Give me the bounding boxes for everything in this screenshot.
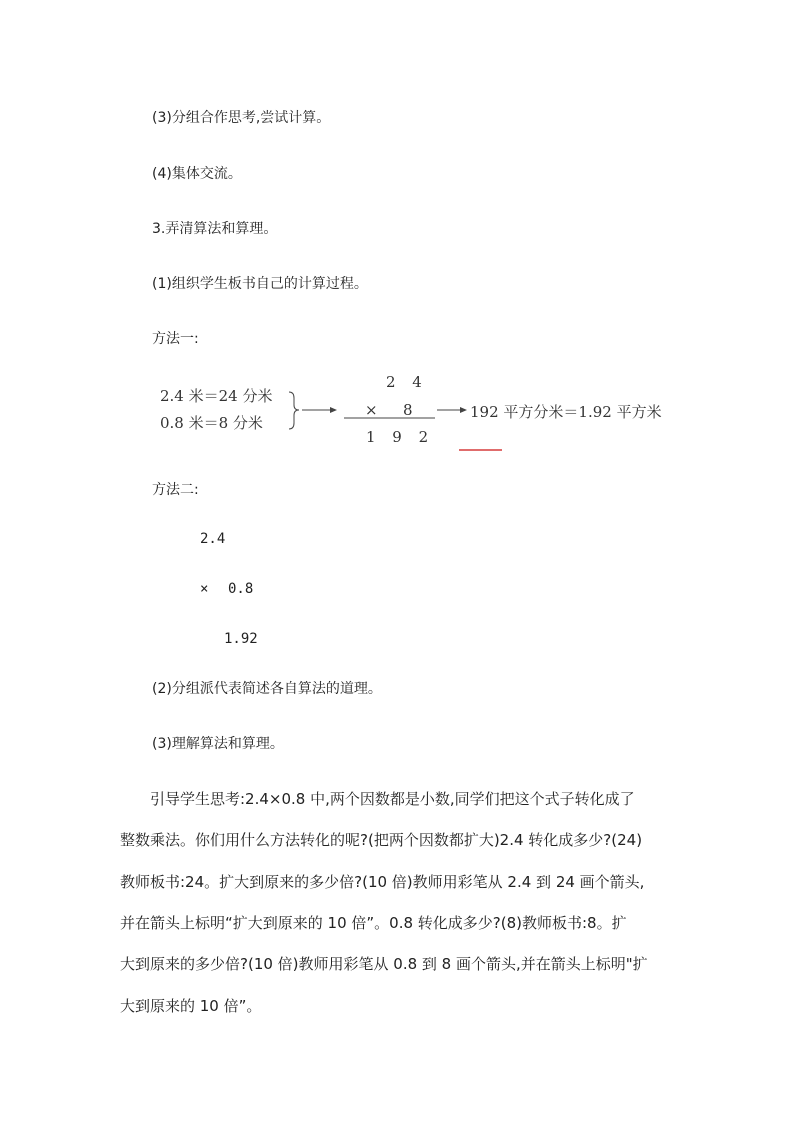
step-1-board: (1)组织学生板书自己的计算过程。: [152, 276, 368, 292]
method-one-figure: [152, 365, 697, 455]
method-one-label: 方法一:: [152, 331, 199, 347]
paragraph-line-4: 并在箭头上标明“扩大到原来的 10 倍”。0.8 转化成多少?(8)教师板书:8。扩: [120, 914, 627, 932]
multiplicand: 2 4: [386, 373, 428, 391]
calc-multiplier: 0.8: [228, 581, 254, 597]
calc-product: 1.92: [224, 631, 258, 647]
step-3-3: (3)分组合作思考,尝试计算。: [152, 110, 331, 126]
section-3-heading: 3.弄清算法和算理。: [152, 221, 278, 237]
paragraph-line-5: 大到原来的多少倍?(10 倍)教师用彩笔从 0.8 到 8 画个箭头,并在箭头上标明"扩: [120, 955, 648, 973]
paragraph-line-1: 引导学生思考:2.4×0.8 中,两个因数都是小数,同学们把这个式子转化成了: [150, 790, 635, 808]
step-3-3b: (3)理解算法和算理。: [152, 736, 284, 752]
method-two-label: 方法二:: [152, 482, 199, 498]
paragraph-line-6: 大到原来的 10 倍”。: [120, 997, 262, 1015]
multiplier: 8: [403, 401, 419, 419]
conversion-2: 0.8 米＝8 分米: [160, 414, 263, 432]
final-result: 192 平方分米＝1.92 平方米: [470, 403, 662, 421]
times-sign: ×: [365, 401, 384, 419]
paragraph-line-3: 教师板书:24。扩大到原来的多少倍?(10 倍)教师用彩笔从 2.4 到 24 画个箭头,: [120, 873, 645, 891]
step-3-4: (4)集体交流。: [152, 166, 242, 182]
product: 1 9 2: [366, 428, 435, 446]
step-3-2: (2)分组派代表简述各自算法的道理。: [152, 681, 382, 697]
calc-multiplicand: 2.4: [200, 531, 226, 547]
calc-times-sign: ×: [200, 581, 209, 597]
paragraph-line-2: 整数乘法。你们用什么方法转化的呢?(把两个因数都扩大)2.4 转化成多少?(24): [120, 831, 643, 849]
conversion-1: 2.4 米＝24 分米: [160, 387, 273, 405]
